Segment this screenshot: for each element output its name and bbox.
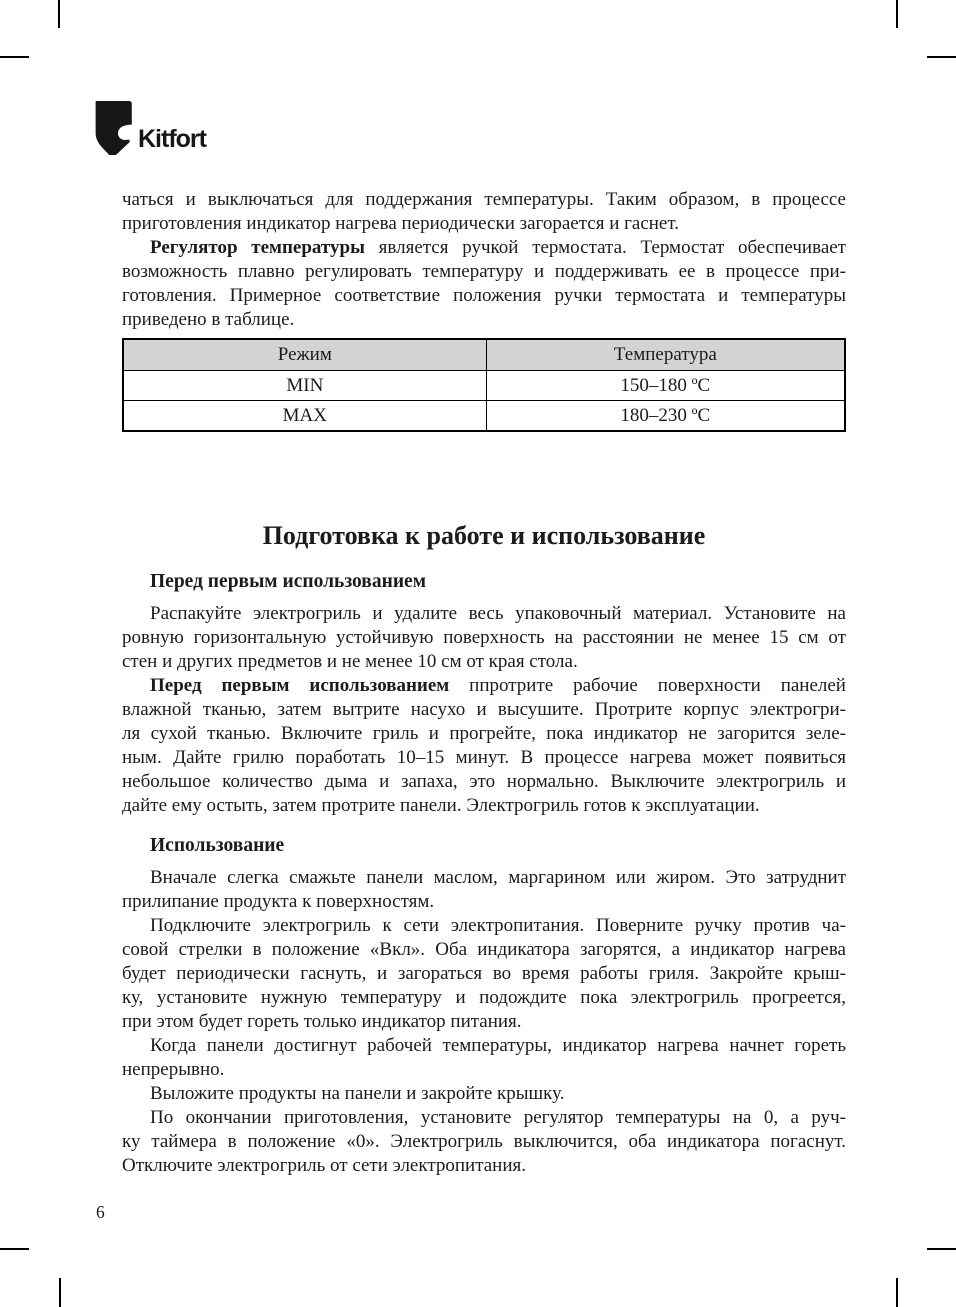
table-header-row (123, 339, 845, 371)
crop-mark-top-left-vertical (58, 0, 60, 28)
paragraph-line: стен и других предметов и не менее 10 см от края стола. (122, 651, 578, 672)
paragraph-line: По окончании приготовления, установите регулятор температуры на 0, а руч- (150, 1107, 846, 1128)
page-number: 6 (96, 1202, 105, 1222)
body-paragraph (122, 602, 846, 674)
paragraph-line: ку, установите нужную температуру и подождите пока электрогриль прогреется, (122, 987, 846, 1008)
paragraph-line: непрерывно. (122, 1059, 225, 1080)
table-row (123, 371, 845, 401)
brand-logo (92, 101, 206, 155)
table-cell: 150–180 ºС (486, 371, 845, 401)
crop-mark-bottom-right-vertical (896, 1278, 898, 1307)
paragraph-line: Перед первым использованием ппротрите рабочие поверхности панелей (150, 675, 846, 696)
body-paragraph (122, 188, 846, 236)
paragraph-line: совой стрелки в положение «Вкл». Оба индикатора загорятся, а индикатор нагрева (122, 939, 846, 960)
paragraph-line: готовления. Примерное соответствие положения ручки термостата и температуры (122, 285, 846, 306)
paragraph-line: возможность плавно регулировать температуру и поддерживать ее в процессе при- (122, 261, 846, 282)
crop-mark-bottom-left-horizontal (0, 1248, 29, 1250)
crop-mark-top-right-vertical (896, 0, 898, 28)
table-cell: MIN (123, 371, 486, 401)
paragraph-line: приготовления индикатор нагрева периодически загорается и гаснет. (122, 213, 679, 234)
paragraph-line: влажной тканью, затем вытрите насухо и высушите. Протрите корпус электрогри- (122, 699, 846, 720)
paragraph-line: при этом будет гореть только индикатор питания. (122, 1011, 522, 1032)
subsection-heading: Использование (150, 835, 285, 856)
body-paragraph (122, 674, 846, 818)
temperature-table (122, 338, 846, 432)
subsection-heading: Перед первым использованием (150, 571, 426, 592)
crop-mark-bottom-left-vertical (59, 1278, 61, 1307)
paragraph-line: дайте ему остыть, затем протрите панели. Электрогриль готов к эксплуатации. (122, 795, 760, 816)
paragraph-line: небольшое количество дыма и запаха, это нормально. Выключите электрогриль и (122, 771, 846, 792)
body-paragraph (122, 914, 846, 1034)
paragraph-line: будет периодически гаснуть, и загораться во время работы гриля. Закройте крыш- (122, 963, 846, 984)
paragraph-line: Отключите электрогриль от сети электропитания. (122, 1155, 527, 1176)
brand-name: Kitfort (138, 125, 206, 153)
paragraph-line: Регулятор температуры является ручкой термостата. Термостат обеспечивает (150, 237, 846, 258)
paragraph-line: чаться и выключаться для поддержания температуры. Таким образом, в процессе (122, 189, 846, 210)
kitfort-drop-icon (92, 101, 133, 155)
body-paragraph (122, 236, 846, 332)
paragraph-line: Распакуйте электрогриль и удалите весь упаковочный материал. Установите на (150, 603, 846, 624)
table-row (123, 401, 845, 432)
body-paragraph (122, 1106, 846, 1178)
paragraph-line: приведено в таблице. (122, 309, 295, 330)
body-paragraph (122, 1082, 846, 1106)
paragraph-line: ным. Дайте грилю поработать 10–15 минут. В процессе нагрева может появиться (122, 747, 846, 768)
paragraph-line: Подключите электрогриль к сети электропитания. Поверните ручку против ча- (150, 915, 846, 936)
crop-mark-top-right-horizontal (927, 56, 956, 58)
paragraph-line: Выложите продукты на панели и закройте крышку. (150, 1083, 565, 1104)
paragraph-line: ку таймера в положение «0». Электрогриль выключится, оба индикатора погаснут. (122, 1131, 846, 1152)
crop-mark-bottom-right-horizontal (927, 1248, 956, 1250)
body-paragraph (122, 1034, 846, 1082)
paragraph-line: Вначале слегка смажьте панели маслом, маргарином или жиром. Это затруднит (150, 867, 846, 888)
paragraph-line: ровную горизонтальную устойчивую поверхность на расстоянии не менее 15 см от (122, 627, 846, 648)
section-heading: Подготовка к работе и использование (262, 521, 706, 550)
body-paragraph (122, 866, 846, 914)
table-header-cell: Режим (123, 339, 486, 371)
paragraph-line: ля сухой тканью. Включите гриль и прогрейте, пока индикатор не загорится зеле- (122, 723, 846, 744)
table-header-cell: Температура (486, 339, 845, 371)
table-cell: 180–230 ºС (486, 401, 845, 432)
paragraph-line: прилипание продукта к поверхностям. (122, 891, 435, 912)
crop-mark-top-left-horizontal (0, 56, 29, 58)
paragraph-line: Когда панели достигнут рабочей температуры, индикатор нагрева начнет гореть (150, 1035, 846, 1056)
temperature-table-wrap (122, 338, 846, 432)
document-body (122, 188, 846, 1178)
table-cell: MAX (123, 401, 486, 432)
